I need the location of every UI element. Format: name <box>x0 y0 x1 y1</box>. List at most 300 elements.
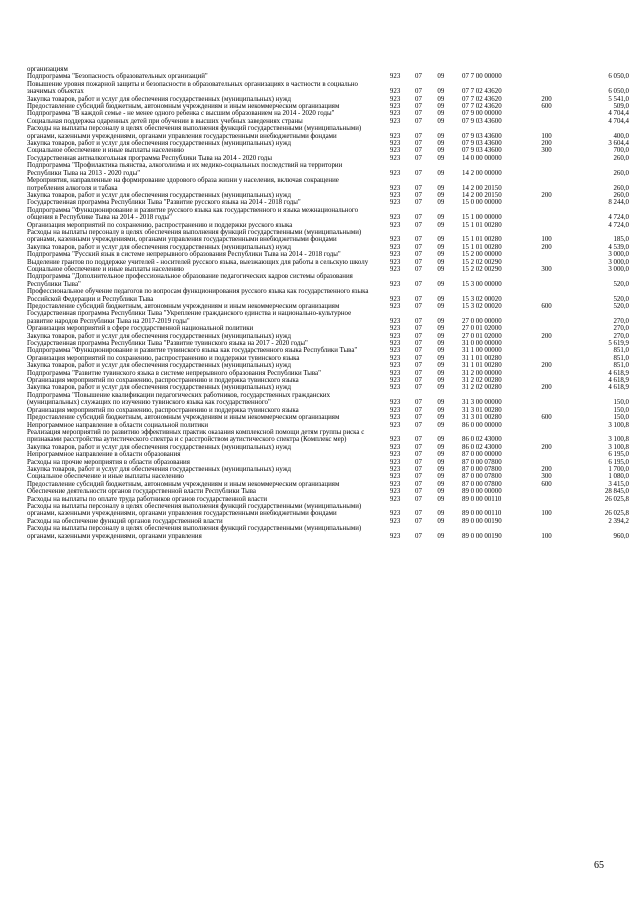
row-subsection-cell: 09 <box>437 354 445 362</box>
row-ministry-cell: 923 <box>389 117 401 125</box>
table-row <box>27 259 629 266</box>
row-amount-cell: 1 700,0 <box>608 465 629 473</box>
row-target-article-cell: 07 9 03 43600 <box>462 147 502 155</box>
table-row <box>27 466 629 473</box>
row-section-cell: 07 <box>415 154 422 162</box>
row-subsection-cell: 09 <box>437 236 445 244</box>
row-section-cell: 07 <box>415 265 422 273</box>
row-expense-type-cell: 200 <box>541 140 552 148</box>
row-expense-type-cell <box>527 407 566 414</box>
table-row <box>27 503 629 518</box>
row-subsection-cell: 09 <box>437 132 445 140</box>
row-name-cell: Государственная программа Республики Тыва "Укрепление гражданского единства и национально-культурное развитие народов Республики Тыва на 2017-2019 годы" <box>27 310 352 325</box>
row-amount-cell: 851,0 <box>613 362 629 370</box>
table-row <box>27 162 629 177</box>
table-row <box>27 414 629 421</box>
table-row <box>27 496 629 503</box>
row-expense-type-cell: 100 <box>541 510 552 518</box>
row-subsection-cell: 09 <box>437 117 445 125</box>
row-amount-cell: 3 415,0 <box>608 480 629 488</box>
row-target-article-cell: 31 2 00 00000 <box>462 369 502 377</box>
row-ministry-cell: 923 <box>389 488 401 496</box>
row-subsection-cell: 09 <box>437 458 445 466</box>
row-name-cell: Организация мероприятий по сохранению, распространению и поддержки русского языка <box>27 221 293 229</box>
row-amount-cell: 270,0 <box>613 332 629 340</box>
row-target-article-cell: 89 0 00 00190 <box>462 517 502 525</box>
row-amount-cell: 3 000,0 <box>608 265 629 273</box>
table-row <box>27 518 629 525</box>
row-ministry-cell: 923 <box>389 251 401 259</box>
row-ministry-cell: 923 <box>389 480 401 488</box>
row-name-cell: Закупка товаров, работ и услуг для обеспечения государственных (муниципальных) нужд <box>27 191 291 199</box>
row-ministry-cell: 923 <box>389 362 401 370</box>
row-ministry-cell: 923 <box>389 406 401 414</box>
row-subsection-cell: 09 <box>437 451 445 459</box>
row-target-article-cell: 87 0 00 00000 <box>462 451 502 459</box>
table-row <box>27 370 629 377</box>
row-name-cell: Непрограммное направление в области образования <box>27 451 181 459</box>
row-section-cell: 07 <box>415 280 422 288</box>
row-ministry-cell: 923 <box>389 340 401 348</box>
row-subsection-cell: 09 <box>437 325 445 333</box>
row-name-cell: Государственная программа Республики Тыва "Развитие тувинского языка на 2017 - 2020 годы" <box>27 340 308 348</box>
row-ministry-cell: 923 <box>389 214 401 222</box>
row-subsection-cell: 09 <box>437 88 445 96</box>
row-subsection-cell: 09 <box>437 377 445 385</box>
row-name-cell: Организация мероприятий по сохранению, распространению и поддержки тувинского языка <box>27 354 300 362</box>
row-amount-cell: 6 195,0 <box>608 458 629 466</box>
row-section-cell: 07 <box>415 458 422 466</box>
row-subsection-cell: 09 <box>437 443 445 451</box>
row-target-article-cell: 15 1 01 00280 <box>462 243 502 251</box>
row-expense-type-cell <box>527 118 566 125</box>
row-section-cell: 07 <box>415 340 422 348</box>
row-name-cell: Обеспечение деятельности органов государственной власти Республики Тыва <box>27 488 256 496</box>
table-row <box>27 125 629 140</box>
row-target-article-cell: 27 0 01 02000 <box>462 325 502 333</box>
row-section-cell: 07 <box>415 421 422 429</box>
row-amount-cell: 185,0 <box>613 236 629 244</box>
row-target-article-cell: 15 2 02 00290 <box>462 265 502 273</box>
table-row <box>27 266 629 273</box>
row-target-article-cell: 07 9 03 43600 <box>462 117 502 125</box>
table-row <box>27 155 629 162</box>
row-target-article-cell: 15 3 02 00020 <box>462 303 502 310</box>
row-subsection-cell: 09 <box>437 184 445 192</box>
row-ministry-cell: 923 <box>389 377 401 385</box>
row-section-cell: 07 <box>415 517 422 525</box>
row-section-cell: 07 <box>415 169 422 177</box>
row-section-cell: 07 <box>415 73 422 81</box>
row-section-cell: 07 <box>415 495 422 503</box>
row-expense-type-cell <box>527 73 566 80</box>
row-expense-type-cell: 300 <box>541 265 552 273</box>
table-row <box>27 303 629 310</box>
row-amount-cell: 4 704,4 <box>608 110 629 118</box>
row-expense-type-cell <box>527 340 566 347</box>
row-subsection-cell: 09 <box>437 265 445 273</box>
table-row <box>27 147 629 154</box>
row-amount-cell: 270,0 <box>613 317 629 325</box>
row-expense-type-cell <box>527 259 566 266</box>
row-name-cell: Социальное обеспечение и иные выплаты населению <box>27 265 184 273</box>
row-target-article-cell: 86 0 02 43000 <box>462 436 502 444</box>
row-ministry-cell: 923 <box>389 465 401 473</box>
row-section-cell: 07 <box>415 325 422 333</box>
row-ministry-cell: 923 <box>389 436 401 444</box>
table-row <box>27 244 629 251</box>
row-subsection-cell: 09 <box>437 221 445 229</box>
row-expense-type-cell <box>527 429 566 444</box>
row-section-cell: 07 <box>415 258 422 266</box>
row-amount-cell: 6 050,0 <box>608 73 629 81</box>
row-expense-type-cell <box>527 451 566 458</box>
table-row <box>27 73 629 80</box>
row-ministry-cell: 923 <box>389 399 401 407</box>
row-ministry-cell <box>383 66 407 73</box>
row-name-cell: Социальная поддержка одаренных детей при обучении в высших учебных заведениях страны <box>27 117 303 125</box>
row-section-cell: 07 <box>415 532 422 540</box>
row-expense-type-cell <box>527 199 566 206</box>
row-subsection-cell: 09 <box>437 362 445 370</box>
row-target-article-cell: 87 0 00 07800 <box>462 473 502 481</box>
row-amount-cell: 960,0 <box>613 532 629 540</box>
row-ministry-cell: 923 <box>389 421 401 429</box>
row-name-cell: Подпрограмма "Профилактика пьянства, алкоголизма и их медико-социальных последствий на территории Республики Тыва на 2013 - 2020 годы" <box>27 162 343 177</box>
row-ministry-cell: 923 <box>389 140 401 148</box>
row-amount-cell: 260,0 <box>613 191 629 199</box>
row-expense-type-cell: 200 <box>541 95 552 103</box>
row-name-cell: Расходы на выплаты персоналу в целях обеспечения выполнения функций государственными (муниципальными) органами, казенными учреждениями, органами управления <box>27 525 362 540</box>
row-ministry-cell: 923 <box>389 221 401 229</box>
row-name-cell: Подпрограмма "Повышение квалификации педагогических работников, государственных гражданских (муниципальных) служащих по изучению тувинского языка как государственного" <box>27 391 331 407</box>
table-row <box>27 177 629 192</box>
row-ministry-cell: 923 <box>389 184 401 192</box>
row-name-cell: Закупка товаров, работ и услуг для обеспечения государственных (муниципальных) нужд <box>27 465 291 473</box>
table-row <box>27 310 629 325</box>
row-target-article-cell: 87 0 00 07800 <box>462 465 502 473</box>
row-expense-type-cell <box>527 81 566 96</box>
row-target-article-cell: 15 0 00 00000 <box>462 199 502 207</box>
table-row <box>27 355 629 362</box>
row-target-article-cell: 31 2 02 00280 <box>462 384 502 392</box>
row-expense-type-cell <box>527 377 566 384</box>
row-ministry-cell: 923 <box>389 132 401 140</box>
row-ministry-cell: 923 <box>389 517 401 525</box>
row-name-cell: Профессиональное обучение педагогов по вопросам функционирования русского языка как государственного языка Российской Федерации и Республики Тыва <box>27 288 369 303</box>
table-row <box>27 325 629 332</box>
row-amount-cell: 3 100,8 <box>608 421 629 429</box>
row-expense-type-cell <box>527 422 566 429</box>
row-name-cell: Непрограммное направление в области социальной политики <box>27 421 209 429</box>
row-name-cell: Подпрограмма "Функционирование и развитие русского языка как государственного и языка межнационального общения в Республике Тыва на 2014 - 2018 годы" <box>27 206 359 222</box>
row-target-article-cell: 14 2 00 00000 <box>462 169 502 177</box>
row-subsection-cell: 09 <box>437 517 445 525</box>
row-amount-cell: 509,0 <box>613 103 629 111</box>
row-subsection-cell: 09 <box>437 110 445 118</box>
row-section-cell: 07 <box>415 347 422 355</box>
row-target-article-cell: 14 0 00 00000 <box>462 154 502 162</box>
row-target-article-cell: 07 7 02 43620 <box>462 103 502 111</box>
row-amount-cell: 4 618,9 <box>608 377 629 385</box>
row-section-cell: 07 <box>415 251 422 259</box>
row-name-cell: Расходы на прочие мероприятия в области образования <box>27 458 190 466</box>
row-ministry-cell: 923 <box>389 369 401 377</box>
row-expense-type-cell <box>527 273 566 288</box>
row-subsection-cell: 09 <box>437 473 445 481</box>
row-target-article-cell: 15 1 01 00280 <box>462 221 502 229</box>
row-target-article-cell: 87 0 00 07800 <box>462 458 502 466</box>
row-expense-type-cell: 200 <box>541 465 552 473</box>
row-expense-type-cell: 200 <box>541 384 552 392</box>
table-row <box>27 96 629 103</box>
table-row <box>27 199 629 206</box>
row-amount-cell: 3 604,4 <box>608 140 629 148</box>
row-amount-cell: 400,0 <box>613 132 629 140</box>
row-ministry-cell: 923 <box>389 280 401 288</box>
row-ministry-cell: 923 <box>389 317 401 325</box>
row-ministry-cell: 923 <box>389 458 401 466</box>
row-name-cell: Закупка товаров, работ и услуг для обеспечения государственных (муниципальных) нужд <box>27 332 291 340</box>
table-row <box>27 103 629 110</box>
row-expense-type-cell <box>527 347 566 354</box>
row-amount-cell: 520,0 <box>613 280 629 288</box>
row-section-cell: 07 <box>415 243 422 251</box>
row-expense-type-cell: 200 <box>541 332 552 340</box>
row-name-cell: Государственная программа Республики Тыва "Развитие русского языка на 2014 - 2018 годы" <box>27 199 301 207</box>
table-row <box>27 422 629 429</box>
row-expense-type-cell <box>527 251 566 258</box>
row-subsection-cell: 09 <box>437 399 445 407</box>
row-amount-cell: 4 724,0 <box>608 221 629 229</box>
row-expense-type-cell: 100 <box>541 236 552 244</box>
row-section-cell: 07 <box>415 184 422 192</box>
row-expense-type-cell: 200 <box>541 243 552 251</box>
row-expense-type-cell <box>527 66 566 73</box>
row-target-article-cell: 07 9 03 43600 <box>462 132 502 140</box>
row-amount-cell: 3 000,0 <box>608 258 629 266</box>
row-amount-cell: 4 704,4 <box>608 117 629 125</box>
row-amount-cell: 150,0 <box>613 399 629 407</box>
row-subsection-cell: 09 <box>437 154 445 162</box>
row-expense-type-cell: 100 <box>541 132 552 140</box>
row-section-cell: 07 <box>415 362 422 370</box>
row-expense-type-cell <box>527 392 566 407</box>
row-amount-cell: 2 394,2 <box>608 517 629 525</box>
row-section-cell: 07 <box>415 414 422 422</box>
row-target-article-cell: 86 0 00 00000 <box>462 421 502 429</box>
row-section-cell: 07 <box>415 354 422 362</box>
row-name-cell: Подпрограмма "Дополнительное профессиональное образование педагогических кадров системы образования Республики Тыва" <box>27 273 353 288</box>
row-amount-cell: 260,0 <box>613 154 629 162</box>
row-subsection-cell: 09 <box>437 495 445 503</box>
row-subsection-cell: 09 <box>437 251 445 259</box>
row-name-cell: Повышение уровня пожарной защиты и безопасности в образовательных организациях в частности в социально значимых объектах <box>27 80 359 96</box>
budget-table <box>27 66 629 540</box>
row-target-article-cell: 15 2 00 00000 <box>462 251 502 259</box>
row-amount-cell <box>566 66 629 73</box>
row-amount-cell: 5 619,9 <box>608 340 629 348</box>
row-subsection-cell: 09 <box>437 406 445 414</box>
row-subsection-cell: 09 <box>437 488 445 496</box>
table-row <box>27 392 629 407</box>
row-ministry-cell: 923 <box>389 443 401 451</box>
row-target-article-cell: 07 7 00 00000 <box>462 73 502 81</box>
row-target-article-cell: 31 0 00 00000 <box>462 340 502 348</box>
row-subsection-cell: 09 <box>437 436 445 444</box>
row-section-cell: 07 <box>415 199 422 207</box>
row-name-cell: Расходы на выплаты персоналу в целях обеспечения выполнения функций государственными (муниципальными) органами, казенными учреждениями, органами управления государственными внебюджетными фондами <box>27 502 362 518</box>
row-ministry-cell: 923 <box>389 265 401 273</box>
row-name-cell: Закупка товаров, работ и услуг для обеспечения государственных (муниципальных) нужд <box>27 140 291 148</box>
row-ministry-cell: 923 <box>389 95 401 103</box>
row-subsection-cell: 09 <box>437 317 445 325</box>
row-target-article-cell: 89 0 00 00190 <box>462 532 502 540</box>
row-ministry-cell: 923 <box>389 295 401 303</box>
row-ministry-cell: 923 <box>389 169 401 177</box>
row-expense-type-cell <box>527 288 566 303</box>
row-target-article-cell: 31 1 01 00280 <box>462 362 502 370</box>
table-row <box>27 81 629 96</box>
table-row <box>27 118 629 125</box>
row-section-cell: 07 <box>415 147 422 155</box>
row-target-article-cell: 31 1 01 00280 <box>462 354 502 362</box>
row-ministry-cell: 923 <box>389 88 401 96</box>
row-subsection-cell: 09 <box>437 191 445 199</box>
row-name-cell: Предоставление субсидий бюджетным, автономным учреждениям и иным некоммерческим организациям <box>27 303 340 310</box>
row-amount-cell: 26 025,8 <box>604 510 629 518</box>
table-row <box>27 481 629 488</box>
row-target-article-cell: 15 1 00 00000 <box>462 214 502 222</box>
row-name-cell: Организация мероприятий в сфере государственной национальной политики <box>27 325 254 333</box>
table-row <box>27 222 629 229</box>
row-subsection-cell: 09 <box>437 340 445 348</box>
table-row <box>27 407 629 414</box>
row-ministry-cell: 923 <box>389 473 401 481</box>
row-name-cell: Реализация мероприятий по развитию эффективных практик оказания комплексной помощи детям группы риска с признаками расстройства аутистического спектра и с расстройством аутистического спектра (Комплекс мер) <box>27 428 365 444</box>
row-target-article-cell: 14 2 00 20150 <box>462 184 502 192</box>
row-name-cell: Предоставление субсидий бюджетным, автономным учреждениям и иным некоммерческим организациям <box>27 480 340 488</box>
row-expense-type-cell <box>527 207 566 222</box>
row-name-cell: Подпрограмма "В каждой семье - не менее одного ребенка с высшим образованием на 2014 - 2020 годы" <box>27 110 335 118</box>
row-target-article-cell: 15 3 02 00020 <box>462 295 502 303</box>
table-row <box>27 429 629 444</box>
row-target-article-cell: 15 1 01 00280 <box>462 236 502 244</box>
row-section-cell: 07 <box>415 332 422 340</box>
row-ministry-cell: 923 <box>389 510 401 518</box>
row-subsection-cell: 09 <box>437 303 445 310</box>
row-name-cell: Мероприятия, направленные на формирование здорового образа жизни у населения, включая сокращение потребления алкоголя и табака <box>27 177 339 192</box>
row-section-cell: 07 <box>415 488 422 496</box>
row-ministry-cell: 923 <box>389 199 401 207</box>
row-name-cell: Расходы на выплаты персоналу в целях обеспечения выполнения функций государственными (муниципальными) органами, казенными учреждениями, органами управления государственными внебюджетными фондами <box>27 125 362 140</box>
table-row <box>27 140 629 147</box>
row-ministry-cell: 923 <box>389 110 401 118</box>
row-amount-cell: 851,0 <box>613 354 629 362</box>
row-name-cell: Закупка товаров, работ и услуг для обеспечения государственных (муниципальных) нужд <box>27 243 291 251</box>
row-target-article-cell: 31 3 01 00280 <box>462 414 502 422</box>
row-name-cell: Организация мероприятий по сохранению, распространению и поддержка тувинского языка <box>27 406 299 414</box>
row-expense-type-cell <box>527 310 566 325</box>
row-ministry-cell: 923 <box>389 258 401 266</box>
table-row <box>27 288 629 303</box>
row-name-cell: Подпрограмма "Безопасность образовательных организаций" <box>27 73 208 81</box>
row-target-article-cell: 89 0 00 00110 <box>462 495 502 503</box>
row-target-article-cell: 31 3 01 00280 <box>462 406 502 414</box>
table-row <box>27 66 629 73</box>
row-amount-cell: 260,0 <box>613 184 629 192</box>
row-subsection-cell: 09 <box>437 369 445 377</box>
row-amount-cell: 4 539,0 <box>608 243 629 251</box>
table-row <box>27 229 629 244</box>
table-row <box>27 384 629 391</box>
row-section-cell: 07 <box>415 214 422 222</box>
row-amount-cell: 6 195,0 <box>608 451 629 459</box>
row-subsection-cell: 09 <box>437 199 445 207</box>
row-section-cell: 07 <box>415 480 422 488</box>
row-amount-cell: 150,0 <box>613 414 629 422</box>
table-row <box>27 347 629 354</box>
row-section-cell: 07 <box>415 451 422 459</box>
row-amount-cell: 520,0 <box>613 295 629 303</box>
table-row <box>27 110 629 117</box>
row-target-article-cell: 89 0 00 00110 <box>462 510 502 518</box>
row-ministry-cell: 923 <box>389 154 401 162</box>
row-subsection-cell: 09 <box>437 480 445 488</box>
row-expense-type-cell: 200 <box>541 191 552 199</box>
row-ministry-cell: 923 <box>389 332 401 340</box>
row-subsection-cell: 09 <box>437 169 445 177</box>
row-name-cell: Расходы на выплаты по оплате труда работников органов государственной власти <box>27 495 268 503</box>
row-ministry-cell: 923 <box>389 325 401 333</box>
table-row <box>27 377 629 384</box>
row-amount-cell: 520,0 <box>613 303 629 310</box>
row-expense-type-cell: 600 <box>541 103 552 111</box>
row-section-cell: 07 <box>415 191 422 199</box>
row-target-article-cell <box>452 66 527 73</box>
row-section-cell: 07 <box>415 436 422 444</box>
table-row <box>27 333 629 340</box>
row-name-cell: Социальное обеспечение и иные выплаты населению <box>27 473 184 481</box>
table-body <box>27 66 629 540</box>
row-section-cell: 07 <box>415 473 422 481</box>
row-subsection-cell: 09 <box>437 103 445 111</box>
row-expense-type-cell: 600 <box>541 480 552 488</box>
table-row <box>27 207 629 222</box>
row-expense-type-cell <box>527 488 566 495</box>
row-expense-type-cell: 100 <box>541 532 552 540</box>
row-section-cell: 07 <box>415 303 422 310</box>
table-row <box>27 273 629 288</box>
row-amount-cell: 270,0 <box>613 325 629 333</box>
row-ministry-cell: 923 <box>389 414 401 422</box>
row-target-article-cell: 27 0 00 00000 <box>462 317 502 325</box>
row-subsection-cell: 09 <box>437 280 445 288</box>
row-target-article-cell: 86 0 02 43000 <box>462 443 502 451</box>
row-expense-type-cell: 300 <box>541 147 552 155</box>
row-subsection-cell: 09 <box>437 384 445 392</box>
row-amount-cell: 4 618,9 <box>608 384 629 392</box>
row-amount-cell: 4 724,0 <box>608 214 629 222</box>
row-name-cell: Государственная антиалкогольная программа Республики Тыва на 2014 - 2020 годы <box>27 154 272 162</box>
row-section-cell: 07 <box>415 443 422 451</box>
row-ministry-cell: 923 <box>389 495 401 503</box>
row-section-cell: 07 <box>415 95 422 103</box>
row-expense-type-cell <box>527 355 566 362</box>
row-subsection-cell: 09 <box>437 214 445 222</box>
row-section-cell: 07 <box>415 465 422 473</box>
row-ministry-cell: 923 <box>389 384 401 392</box>
